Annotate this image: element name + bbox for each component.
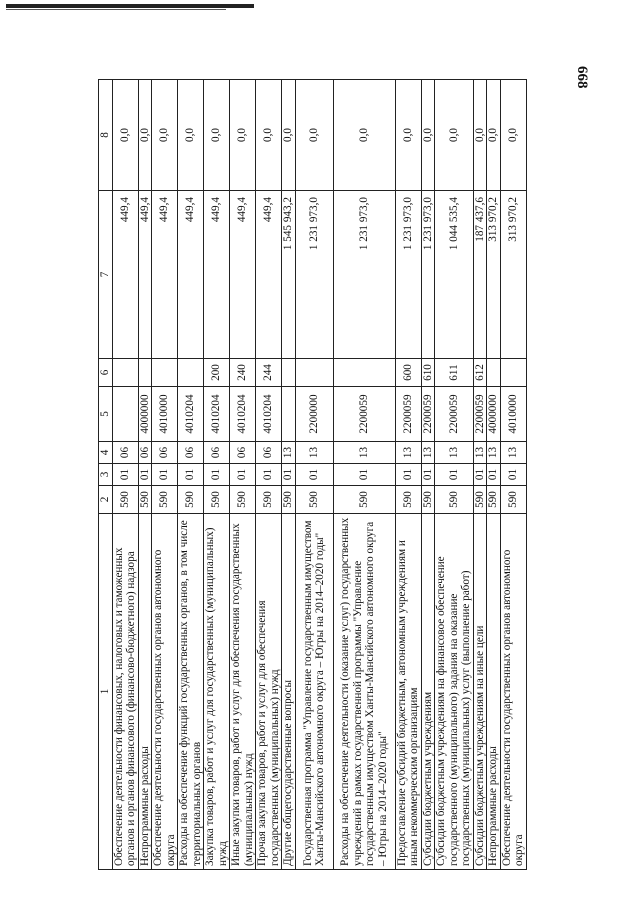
cell-col-4: 06 [256,442,282,464]
row-name-cell: Расходы на обеспечение деятельности (оказание услуг) государственных учреждений в рамках государственной программы "Управление государственным имуществом Ханты-Мансийского автономного округа – Югры на 2014–2020 годы" [333,514,395,870]
cell-col-4: 13 [500,442,526,464]
row-name-cell: Предоставление субсидий бюджетным, автономным учреждениям и иным некоммерческим организациям [395,514,421,870]
cell-col-4: 06 [138,442,152,464]
cell-col-5 [112,387,138,442]
row-name-cell: Расходы на обеспечение функций государственных органов, в том числе территориальных органов [178,514,204,870]
row-name-cell: Обеспечение деятельности финансовых, налоговых и таможенных органов и органов финансового (финансово-бюджетного) надзора [112,514,138,870]
cell-col-7: 313 970,2 [487,191,501,359]
cell-col-2: 590 [152,486,178,514]
cell-col-4: 06 [178,442,204,464]
table-row [138,80,152,870]
cell-col-6 [138,359,152,387]
cell-col-8: 0,0 [204,80,230,191]
cell-col-7: 187 437,6 [473,191,487,359]
cell-col-4: 13 [421,442,435,464]
row-name-cell: Другие общегосударственные вопросы [282,514,296,870]
cell-col-5: 4010204 [178,387,204,442]
cell-col-5: 2200000 [295,387,333,442]
cell-col-6 [487,359,501,387]
cell-col-3: 01 [295,464,333,486]
cell-col-6: 600 [395,359,421,387]
cell-col-2: 590 [138,486,152,514]
cell-col-2: 590 [230,486,256,514]
cell-col-2: 590 [473,486,487,514]
cell-col-6 [112,359,138,387]
cell-col-3: 01 [500,464,526,486]
cell-col-2: 590 [295,486,333,514]
cell-col-5: 4010000 [500,387,526,442]
table-row [230,80,256,870]
cell-col-4: 13 [435,442,474,464]
cell-col-5: 4000000 [138,387,152,442]
cell-col-6 [333,359,395,387]
cell-col-3: 01 [230,464,256,486]
cell-col-2: 590 [282,486,296,514]
cell-col-7: 449,4 [256,191,282,359]
column-header-6: 6 [99,359,113,387]
cell-col-7: 449,4 [204,191,230,359]
cell-col-3: 01 [435,464,474,486]
cell-col-8: 0,0 [333,80,395,191]
cell-col-3: 01 [256,464,282,486]
cell-col-4: 13 [473,442,487,464]
cell-col-8: 0,0 [395,80,421,191]
cell-col-4: 13 [395,442,421,464]
cell-col-2: 590 [112,486,138,514]
row-name-cell: Субсидии бюджетным учреждениям на финансовое обеспечение государственного (муниципального) задания на оказание государственных (муниципальных) услуг (выполнение работ) [435,514,474,870]
row-name-cell: Непрограммные расходы [138,514,152,870]
cell-col-5: 4010204 [256,387,282,442]
cell-col-8: 0,0 [282,80,296,191]
header-rule-thick [6,4,254,8]
cell-col-6: 611 [435,359,474,387]
cell-col-8: 0,0 [435,80,474,191]
cell-col-6: 240 [230,359,256,387]
cell-col-3: 01 [204,464,230,486]
cell-col-5: 2200059 [473,387,487,442]
cell-col-2: 590 [435,486,474,514]
cell-col-3: 01 [152,464,178,486]
row-name-cell: Обеспечение деятельности государственных органов автономного округа [500,514,526,870]
cell-col-6 [500,359,526,387]
cell-col-8: 0,0 [256,80,282,191]
cell-col-2: 590 [500,486,526,514]
cell-col-3: 01 [333,464,395,486]
cell-col-3: 01 [282,464,296,486]
cell-col-6 [178,359,204,387]
cell-col-4: 06 [152,442,178,464]
cell-col-7: 449,4 [178,191,204,359]
cell-col-2: 590 [421,486,435,514]
cell-col-7: 1 044 535,4 [435,191,474,359]
cell-col-5: 2200059 [435,387,474,442]
rotated-table-container [98,80,638,870]
table-row [333,80,395,870]
cell-col-3: 01 [421,464,435,486]
cell-col-5 [282,387,296,442]
cell-col-7: 449,4 [138,191,152,359]
cell-col-2: 590 [204,486,230,514]
cell-col-2: 590 [487,486,501,514]
cell-col-5: 4000000 [487,387,501,442]
column-header-5: 5 [99,387,113,442]
table-body [112,80,526,870]
cell-col-8: 0,0 [112,80,138,191]
cell-col-6: 610 [421,359,435,387]
cell-col-7: 449,4 [112,191,138,359]
cell-col-5: 4010204 [230,387,256,442]
cell-col-8: 0,0 [473,80,487,191]
cell-col-7: 1 231 973,0 [395,191,421,359]
cell-col-5: 2200059 [421,387,435,442]
cell-col-4: 06 [112,442,138,464]
row-name-cell: Государственная программа "Управление государственным имуществом Ханты-Мансийского автономного округа – Югры на 2014–2020 годы" [295,514,333,870]
column-header-2: 2 [99,486,113,514]
cell-col-4: 13 [333,442,395,464]
table-row [435,80,474,870]
cell-col-2: 590 [395,486,421,514]
row-name-cell: Обеспечение деятельности государственных органов автономного округа [152,514,178,870]
header-row [99,80,113,870]
cell-col-3: 01 [487,464,501,486]
table-row [178,80,204,870]
row-name-cell: Субсидии бюджетным учреждениям на иные цели [473,514,487,870]
cell-col-3: 01 [112,464,138,486]
cell-col-8: 0,0 [500,80,526,191]
cell-col-5: 2200059 [333,387,395,442]
cell-col-7: 1 545 943,2 [282,191,296,359]
cell-col-7: 313 970,2 [500,191,526,359]
cell-col-8: 0,0 [487,80,501,191]
cell-col-8: 0,0 [152,80,178,191]
table-row [473,80,487,870]
cell-col-4: 13 [487,442,501,464]
cell-col-3: 01 [473,464,487,486]
cell-col-4: 13 [282,442,296,464]
page-number: 668 [574,66,590,89]
column-header-8: 8 [99,80,113,191]
cell-col-2: 590 [256,486,282,514]
cell-col-8: 0,0 [295,80,333,191]
cell-col-6 [282,359,296,387]
cell-col-3: 01 [395,464,421,486]
cell-col-7: 449,4 [230,191,256,359]
column-header-1: 1 [99,514,113,870]
cell-col-3: 01 [138,464,152,486]
table-row [112,80,138,870]
table-row [395,80,421,870]
row-name-cell: Субсидии бюджетным учреждениям [421,514,435,870]
cell-col-4: 06 [230,442,256,464]
column-header-7: 7 [99,191,113,359]
cell-col-4: 13 [295,442,333,464]
table-row [152,80,178,870]
cell-col-6: 200 [204,359,230,387]
table-row [500,80,526,870]
cell-col-6 [295,359,333,387]
budget-table [98,79,527,870]
column-header-3: 3 [99,464,113,486]
cell-col-8: 0,0 [421,80,435,191]
cell-col-8: 0,0 [178,80,204,191]
row-name-cell: Закупка товаров, работ и услуг для государственных (муниципальных) нужд [204,514,230,870]
table-row [421,80,435,870]
cell-col-3: 01 [178,464,204,486]
cell-col-5: 4010000 [152,387,178,442]
column-header-4: 4 [99,442,113,464]
cell-col-5: 2200059 [395,387,421,442]
table-row [204,80,230,870]
table-row [282,80,296,870]
cell-col-6: 612 [473,359,487,387]
cell-col-7: 449,4 [152,191,178,359]
table-row [256,80,282,870]
cell-col-5: 4010204 [204,387,230,442]
row-name-cell: Непрограммные расходы [487,514,501,870]
row-name-cell: Прочая закупка товаров, работ и услуг для обеспечения государственных (муниципальных) нужд [256,514,282,870]
table-row [295,80,333,870]
cell-col-8: 0,0 [230,80,256,191]
header-rule-thin [6,9,226,10]
cell-col-6: 244 [256,359,282,387]
cell-col-7: 1 231 973,0 [421,191,435,359]
row-name-cell: Иные закупки товаров, работ и услуг для обеспечения государственных (муниципальных) нужд [230,514,256,870]
table-row [487,80,501,870]
cell-col-6 [152,359,178,387]
cell-col-8: 0,0 [138,80,152,191]
cell-col-4: 06 [204,442,230,464]
cell-col-2: 590 [178,486,204,514]
cell-col-7: 1 231 973,0 [333,191,395,359]
cell-col-7: 1 231 973,0 [295,191,333,359]
cell-col-2: 590 [333,486,395,514]
